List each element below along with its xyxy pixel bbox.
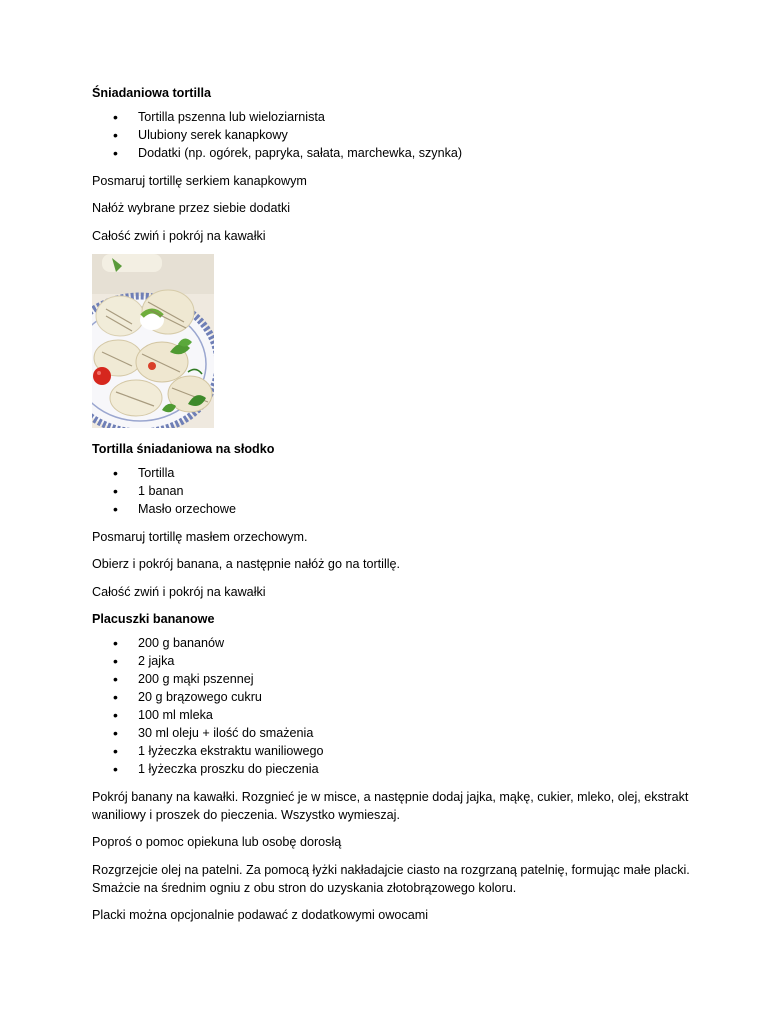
list-item: • Masło orzechowe bbox=[92, 500, 692, 518]
ingredient-list bbox=[92, 634, 692, 778]
step-paragraph: Posmaruj tortillę serkiem kanapkowym bbox=[92, 173, 307, 188]
list-item: • Ulubiony serek kanapkowy bbox=[92, 126, 692, 144]
step-paragraph: Całość zwiń i pokrój na kawałki bbox=[92, 228, 266, 243]
step-paragraph: Całość zwiń i pokrój na kawałki bbox=[92, 584, 266, 599]
list-item: • 2 jajka bbox=[92, 652, 692, 670]
step-paragraph: Poproś o pomoc opiekuna lub osobę dorosłą bbox=[92, 835, 342, 849]
list-item: • 1 łyżeczka ekstraktu waniliowego bbox=[92, 742, 692, 760]
list-item: • 30 ml oleju + ilość do smażenia bbox=[92, 724, 692, 742]
step-paragraph: Nałóż wybrane przez siebie dodatki bbox=[92, 201, 291, 215]
ingredient-list bbox=[92, 464, 692, 518]
list-item: • Tortilla pszenna lub wieloziarnista bbox=[92, 108, 692, 126]
list-item: • 1 banan bbox=[92, 482, 692, 500]
recipe-title: Tortilla śniadaniowa na słodko bbox=[92, 442, 275, 456]
list-item: • 100 ml mleka bbox=[92, 706, 692, 724]
ingredient-list bbox=[92, 108, 692, 162]
list-item: • 200 g mąki pszennej bbox=[92, 670, 692, 688]
recipe-title: Placuszki bananowe bbox=[92, 612, 215, 626]
recipe-title: Śniadaniowa tortilla bbox=[92, 86, 211, 100]
list-item: • Tortilla bbox=[92, 464, 692, 482]
step-paragraph: Obierz i pokrój banana, a następnie nałóż go na tortillę. bbox=[92, 557, 401, 571]
list-item: • Dodatki (np. ogórek, papryka, sałata, marchewka, szynka) bbox=[92, 144, 692, 162]
step-paragraph: Rozgrzejcie olej na patelni. Za pomocą łyżki nakładajcie ciasto na rozgrzaną patelnię, formując małe placki. Smażcie na średnim ogniu z obu stron do uzyskania złotobrązowego koloru. bbox=[92, 862, 690, 895]
tortilla-rolls-photo bbox=[92, 254, 214, 428]
step-paragraph: Placki można opcjonalnie podawać z dodatkowymi owocami bbox=[92, 908, 429, 922]
list-item: • 20 g brązowego cukru bbox=[92, 688, 692, 706]
step-paragraph: Posmaruj tortillę masłem orzechowym. bbox=[92, 529, 308, 544]
step-paragraph: Pokrój banany na kawałki. Rozgnieć je w misce, a następnie dodaj jajka, mąkę, cukier, mleko, olej, ekstrakt waniliowy i proszek do pieczenia. Wszystko wymieszaj. bbox=[92, 789, 689, 822]
list-item: • 200 g bananów bbox=[92, 634, 692, 652]
list-item: • 1 łyżeczka proszku do pieczenia bbox=[92, 760, 692, 778]
document-page bbox=[92, 84, 692, 934]
